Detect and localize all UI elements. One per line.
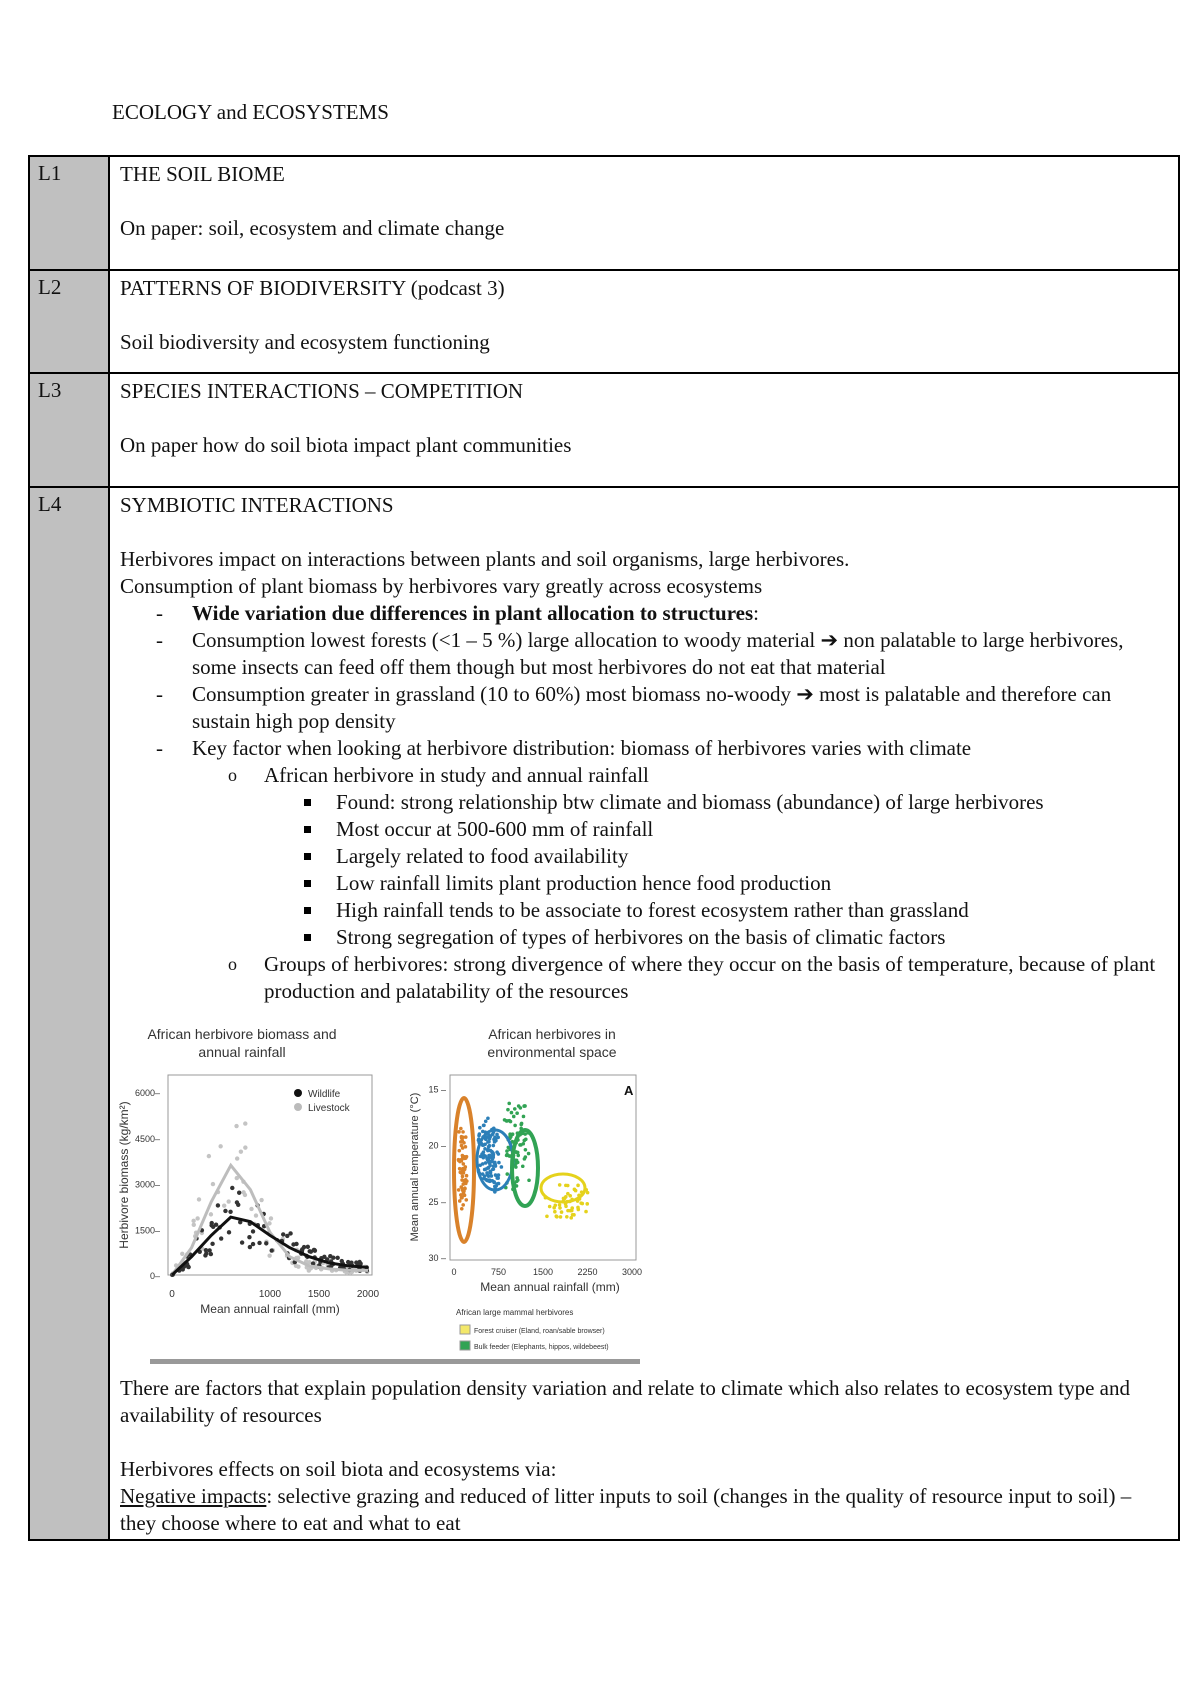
livestock-point bbox=[243, 1121, 247, 1125]
env-point bbox=[460, 1207, 464, 1211]
wildlife-point bbox=[247, 1235, 251, 1239]
y-tick-label: 4500– bbox=[134, 1133, 160, 1144]
wildlife-point bbox=[281, 1232, 285, 1236]
env-point bbox=[491, 1151, 495, 1155]
wildlife-point bbox=[248, 1245, 252, 1249]
env-point bbox=[566, 1184, 570, 1188]
wildlife-point bbox=[346, 1260, 350, 1264]
livestock-point bbox=[191, 1219, 195, 1223]
legend-label: Bulk feeder (Elephants, hippos, wildebeest) bbox=[474, 1344, 609, 1351]
env-point bbox=[569, 1209, 573, 1213]
list-item: Largely related to food availability bbox=[336, 843, 1170, 870]
env-point bbox=[574, 1189, 578, 1193]
legend-swatch-green bbox=[460, 1341, 470, 1350]
lecture-cell bbox=[109, 270, 1179, 373]
underlined-text: Negative impacts bbox=[120, 1484, 267, 1508]
env-point bbox=[460, 1136, 464, 1140]
env-point bbox=[562, 1197, 566, 1201]
table-row bbox=[29, 487, 1179, 1540]
chart2-ylabel: Mean annual temperature (°C) bbox=[409, 1092, 421, 1242]
figure-svg bbox=[117, 1005, 643, 1375]
env-point bbox=[477, 1134, 481, 1138]
wildlife-point bbox=[354, 1260, 358, 1264]
env-point bbox=[492, 1167, 496, 1171]
wildlife-point bbox=[216, 1203, 220, 1207]
lecture-heading: SYMBIOTIC INTERACTIONS bbox=[120, 493, 394, 517]
list-item bbox=[192, 735, 1170, 1005]
colon-text: : bbox=[753, 601, 759, 625]
env-point bbox=[489, 1154, 493, 1158]
y-tick-label: 0– bbox=[149, 1271, 160, 1281]
env-point bbox=[586, 1191, 590, 1195]
env-point bbox=[579, 1201, 583, 1205]
env-point bbox=[496, 1136, 500, 1140]
chart2-xlabel: Mean annual rainfall (mm) bbox=[480, 1280, 620, 1294]
livestock-point bbox=[192, 1223, 196, 1227]
livestock-point bbox=[197, 1197, 201, 1201]
env-point bbox=[527, 1152, 531, 1156]
env-point bbox=[516, 1154, 520, 1158]
livestock-point bbox=[249, 1207, 253, 1211]
env-point bbox=[524, 1148, 528, 1152]
lecture-label: L1 bbox=[29, 156, 109, 270]
wildlife-point bbox=[228, 1210, 232, 1214]
env-point bbox=[558, 1183, 562, 1187]
x-tick-label: 0 bbox=[169, 1289, 175, 1300]
env-point bbox=[486, 1173, 490, 1177]
wildlife-point bbox=[235, 1200, 239, 1204]
env-point bbox=[478, 1163, 482, 1167]
lecture-heading: THE SOIL BIOME bbox=[120, 162, 285, 186]
wildlife-point bbox=[328, 1254, 332, 1258]
env-point bbox=[495, 1176, 499, 1180]
env-point bbox=[484, 1178, 488, 1182]
env-point bbox=[565, 1215, 569, 1219]
env-point bbox=[522, 1139, 526, 1143]
legend-label-livestock: Livestock bbox=[308, 1103, 350, 1114]
wildlife-point bbox=[209, 1252, 213, 1256]
x-tick-label: 2250 bbox=[577, 1267, 598, 1277]
env-point bbox=[484, 1161, 488, 1165]
lecture-heading: SPECIES INTERACTIONS – COMPETITION bbox=[120, 379, 524, 403]
wildlife-point bbox=[204, 1251, 208, 1255]
env-point bbox=[461, 1203, 465, 1207]
wildlife-point bbox=[230, 1186, 234, 1190]
env-point bbox=[464, 1178, 468, 1182]
lecture-heading: PATTERNS OF BIODIVERSITY (podcast 3) bbox=[120, 276, 505, 300]
env-point bbox=[566, 1192, 570, 1196]
wildlife-point bbox=[285, 1234, 289, 1238]
x-tick-label: 0 bbox=[451, 1267, 457, 1277]
livestock-point bbox=[211, 1182, 215, 1186]
table-row bbox=[29, 270, 1179, 373]
env-point bbox=[519, 1143, 523, 1147]
lecture-note: On paper how do soil biota impact plant communities bbox=[120, 433, 572, 457]
lecture-note: Soil biodiversity and ecosystem functioning bbox=[120, 330, 490, 354]
env-point bbox=[484, 1167, 488, 1171]
env-point bbox=[489, 1170, 493, 1174]
wildlife-point bbox=[237, 1191, 241, 1195]
env-point bbox=[483, 1147, 487, 1151]
square-list bbox=[264, 789, 1170, 951]
env-point bbox=[513, 1107, 517, 1111]
legend-title: African large mammal herbivores bbox=[456, 1308, 574, 1317]
lecture-cell bbox=[109, 373, 1179, 487]
env-point bbox=[512, 1115, 516, 1119]
list-item: Found: strong relationship btw climate and biomass (abundance) of large herbivores bbox=[336, 789, 1170, 816]
env-point bbox=[553, 1210, 557, 1214]
env-point bbox=[505, 1149, 509, 1153]
lecture-label: L3 bbox=[29, 373, 109, 487]
livestock-point bbox=[259, 1198, 263, 1202]
livestock-point bbox=[243, 1145, 247, 1149]
x-tick-label: 3000 bbox=[621, 1267, 643, 1277]
env-point bbox=[459, 1185, 463, 1189]
paragraph: Herbivores effects on soil biota and ecosystems via: bbox=[120, 1457, 557, 1481]
wildlife-point bbox=[223, 1209, 227, 1213]
env-point bbox=[513, 1124, 517, 1128]
lecture-note: On paper: soil, ecosystem and climate change bbox=[120, 216, 505, 240]
dash-list bbox=[120, 600, 1170, 1005]
wildlife-point bbox=[307, 1249, 311, 1253]
env-point bbox=[492, 1144, 496, 1148]
env-point bbox=[464, 1198, 468, 1202]
paragraph: Herbivores impact on interactions between plants and soil organisms, large herbivores. bbox=[120, 547, 850, 571]
wildlife-point bbox=[335, 1256, 339, 1260]
env-point bbox=[507, 1154, 511, 1158]
env-point bbox=[505, 1119, 509, 1123]
env-point bbox=[464, 1156, 468, 1160]
wildlife-point bbox=[251, 1229, 255, 1233]
chart1-xlabel: Mean annual rainfall (mm) bbox=[200, 1302, 340, 1316]
env-point bbox=[576, 1206, 580, 1210]
env-point bbox=[486, 1116, 490, 1120]
env-point bbox=[493, 1138, 497, 1142]
list-item: o Groups of herbivores: strong divergence of where they occur on the basis of temperature, because of plant production and palatability of the resources bbox=[264, 951, 1170, 1005]
legend-marker-wildlife bbox=[294, 1089, 302, 1097]
livestock-point bbox=[241, 1190, 245, 1194]
list-item bbox=[192, 600, 1170, 627]
lecture-cell bbox=[109, 487, 1179, 1540]
legend-swatch-yellow bbox=[460, 1325, 470, 1334]
chart1-title: annual rainfall bbox=[198, 1044, 286, 1060]
env-point bbox=[523, 1157, 527, 1161]
x-tick-label: 1500 bbox=[532, 1267, 554, 1277]
env-point bbox=[460, 1196, 464, 1200]
env-point bbox=[558, 1203, 562, 1207]
y-tick-label: 20 – bbox=[428, 1140, 446, 1151]
env-point bbox=[463, 1165, 467, 1169]
livestock-point bbox=[222, 1204, 226, 1208]
env-point bbox=[458, 1167, 462, 1171]
env-point bbox=[458, 1199, 462, 1203]
env-point bbox=[492, 1164, 496, 1168]
env-point bbox=[516, 1178, 520, 1182]
chart1-title: African herbivore biomass and bbox=[147, 1026, 337, 1042]
wildlife-point bbox=[214, 1223, 218, 1227]
x-tick-label: 1000 bbox=[258, 1289, 282, 1300]
env-point bbox=[486, 1148, 490, 1152]
env-point bbox=[569, 1216, 573, 1220]
table-row bbox=[29, 373, 1179, 487]
paragraph: Consumption of plant biomass by herbivores vary greatly across ecosystems bbox=[120, 574, 763, 598]
livestock-point bbox=[180, 1252, 184, 1256]
env-point bbox=[457, 1149, 461, 1153]
livestock-point bbox=[269, 1216, 273, 1220]
wildlife-point bbox=[312, 1248, 316, 1252]
env-point bbox=[490, 1174, 494, 1178]
env-point bbox=[457, 1130, 461, 1134]
livestock-point bbox=[239, 1149, 243, 1153]
env-point bbox=[522, 1115, 526, 1119]
bold-text: Wide variation due differences in plant allocation to structures bbox=[192, 601, 754, 625]
livestock-point bbox=[195, 1216, 199, 1220]
env-point bbox=[482, 1150, 486, 1154]
env-point bbox=[461, 1146, 465, 1150]
lecture-label: L4 bbox=[29, 487, 109, 1540]
paragraph: There are factors that explain population density variation and relate to climate which also relates to ecosystem type and availability of resources bbox=[120, 1376, 1130, 1427]
livestock-point bbox=[209, 1212, 213, 1216]
wildlife-point bbox=[240, 1240, 244, 1244]
env-point bbox=[482, 1124, 486, 1128]
env-point bbox=[520, 1122, 524, 1126]
legend-marker-livestock bbox=[294, 1103, 302, 1111]
wildlife-point bbox=[340, 1259, 344, 1263]
env-point bbox=[571, 1213, 575, 1217]
list-item-text: African herbivore in study and annual rainfall bbox=[264, 763, 649, 787]
env-point bbox=[488, 1137, 492, 1141]
env-point bbox=[484, 1119, 488, 1123]
env-point bbox=[481, 1156, 485, 1160]
env-point bbox=[558, 1206, 562, 1210]
x-tick-label: 1500 bbox=[307, 1289, 331, 1300]
list-item: High rainfall tends to be associate to forest ecosystem rather than grassland bbox=[336, 897, 1170, 924]
y-tick-label: 6000– bbox=[134, 1088, 160, 1099]
env-point bbox=[527, 1178, 531, 1182]
env-point bbox=[509, 1120, 513, 1124]
list-item bbox=[264, 762, 1170, 951]
env-point bbox=[487, 1140, 491, 1144]
legend-label-wildlife: Wildlife bbox=[308, 1089, 341, 1100]
livestock-point bbox=[296, 1264, 300, 1268]
env-point bbox=[506, 1108, 510, 1112]
env-point bbox=[495, 1150, 499, 1154]
wildlife-point bbox=[219, 1236, 223, 1240]
legend-label: Forest cruiser (Eland, roan/sable browser) bbox=[474, 1328, 605, 1335]
chart2-title: African herbivores in bbox=[488, 1026, 616, 1042]
livestock-point bbox=[226, 1199, 230, 1203]
paragraph-text: : selective grazing and reduced of litter inputs to soil (changes in the quality of resource input to soil) – they choose where to eat and what to eat bbox=[120, 1484, 1132, 1535]
paragraph bbox=[120, 1483, 1170, 1537]
chart2-title: environmental space bbox=[487, 1044, 617, 1060]
env-point bbox=[492, 1180, 496, 1184]
x-tick-label: 750 bbox=[490, 1267, 507, 1277]
env-point bbox=[553, 1203, 557, 1207]
lecture-cell bbox=[109, 156, 1179, 270]
env-point bbox=[462, 1162, 466, 1166]
livestock-point bbox=[235, 1156, 239, 1160]
list-item: Most occur at 500-600 mm of rainfall bbox=[336, 816, 1170, 843]
env-point bbox=[507, 1102, 511, 1106]
env-point bbox=[515, 1111, 519, 1115]
lecture-label: L2 bbox=[29, 270, 109, 373]
env-point bbox=[493, 1161, 497, 1165]
y-tick-label: 3000– bbox=[134, 1179, 160, 1190]
env-point bbox=[545, 1214, 549, 1218]
wildlife-point bbox=[264, 1241, 268, 1245]
wildlife-point bbox=[227, 1230, 231, 1234]
env-point bbox=[486, 1158, 490, 1162]
env-point bbox=[505, 1172, 509, 1176]
env-point bbox=[510, 1111, 514, 1115]
env-point bbox=[554, 1214, 558, 1218]
env-point bbox=[500, 1165, 504, 1169]
env-point bbox=[478, 1126, 482, 1130]
list-item: - Consumption lowest forests (<1 – 5 %) large allocation to woody material ➔ non palatable to large herbivores, some insects can feed off them though but most herbivores do not eat that material bbox=[192, 627, 1170, 681]
wildlife-point bbox=[300, 1247, 304, 1251]
list-item: - Consumption greater in grassland (10 to 60%) most biomass no-woody ➔ most is palatable and therefore can sustain high pop density bbox=[192, 681, 1170, 735]
env-point bbox=[461, 1130, 465, 1134]
wildlife-point bbox=[270, 1248, 274, 1252]
env-point bbox=[461, 1182, 465, 1186]
livestock-point bbox=[254, 1213, 258, 1217]
env-point bbox=[488, 1180, 492, 1184]
figure-divider bbox=[150, 1359, 640, 1364]
wildlife-point bbox=[306, 1245, 310, 1249]
livestock-point bbox=[267, 1253, 271, 1257]
env-point bbox=[458, 1171, 462, 1175]
y-tick-label: 1500– bbox=[134, 1225, 160, 1236]
env-point bbox=[523, 1104, 527, 1108]
panel-label: A bbox=[624, 1083, 634, 1098]
list-item: Strong segregation of types of herbivores on the basis of climatic factors bbox=[336, 924, 1170, 951]
chart1-ylabel: Herbivore biomass (kg/km²) bbox=[117, 1101, 131, 1249]
document-title: ECOLOGY and ECOSYSTEMS bbox=[112, 100, 389, 124]
env-point bbox=[465, 1174, 469, 1178]
list-item-text: Key factor when looking at herbivore distribution: biomass of herbivores varies with climate bbox=[192, 736, 972, 760]
env-point bbox=[495, 1182, 499, 1186]
livestock-point bbox=[218, 1144, 222, 1148]
y-tick-label: 30 – bbox=[428, 1253, 446, 1263]
wildlife-point bbox=[291, 1242, 295, 1246]
env-point bbox=[460, 1158, 464, 1162]
livestock-point bbox=[207, 1154, 211, 1158]
env-point bbox=[462, 1189, 466, 1193]
env-point bbox=[457, 1188, 461, 1192]
env-point bbox=[521, 1164, 525, 1168]
env-point bbox=[519, 1106, 523, 1110]
env-point bbox=[497, 1161, 501, 1165]
wildlife-point bbox=[257, 1241, 261, 1245]
wildlife-point bbox=[210, 1242, 214, 1246]
env-point bbox=[559, 1215, 563, 1219]
lecture-table bbox=[28, 155, 1180, 1541]
figure bbox=[117, 1005, 643, 1375]
env-point bbox=[459, 1127, 463, 1131]
table-row bbox=[29, 156, 1179, 270]
env-point bbox=[560, 1210, 564, 1214]
livestock-point bbox=[234, 1124, 238, 1128]
circle-list bbox=[192, 762, 1170, 1005]
env-point bbox=[508, 1132, 512, 1136]
env-point bbox=[548, 1205, 552, 1209]
x-tick-label: 2000 bbox=[356, 1289, 380, 1300]
env-point bbox=[483, 1142, 487, 1146]
env-point bbox=[461, 1175, 465, 1179]
env-point bbox=[584, 1210, 588, 1214]
y-tick-label: 25 – bbox=[428, 1196, 446, 1207]
env-point bbox=[576, 1184, 580, 1188]
y-tick-label: 15 – bbox=[428, 1084, 446, 1095]
list-item: Low rainfall limits plant production hence food production bbox=[336, 870, 1170, 897]
env-point bbox=[585, 1202, 589, 1206]
